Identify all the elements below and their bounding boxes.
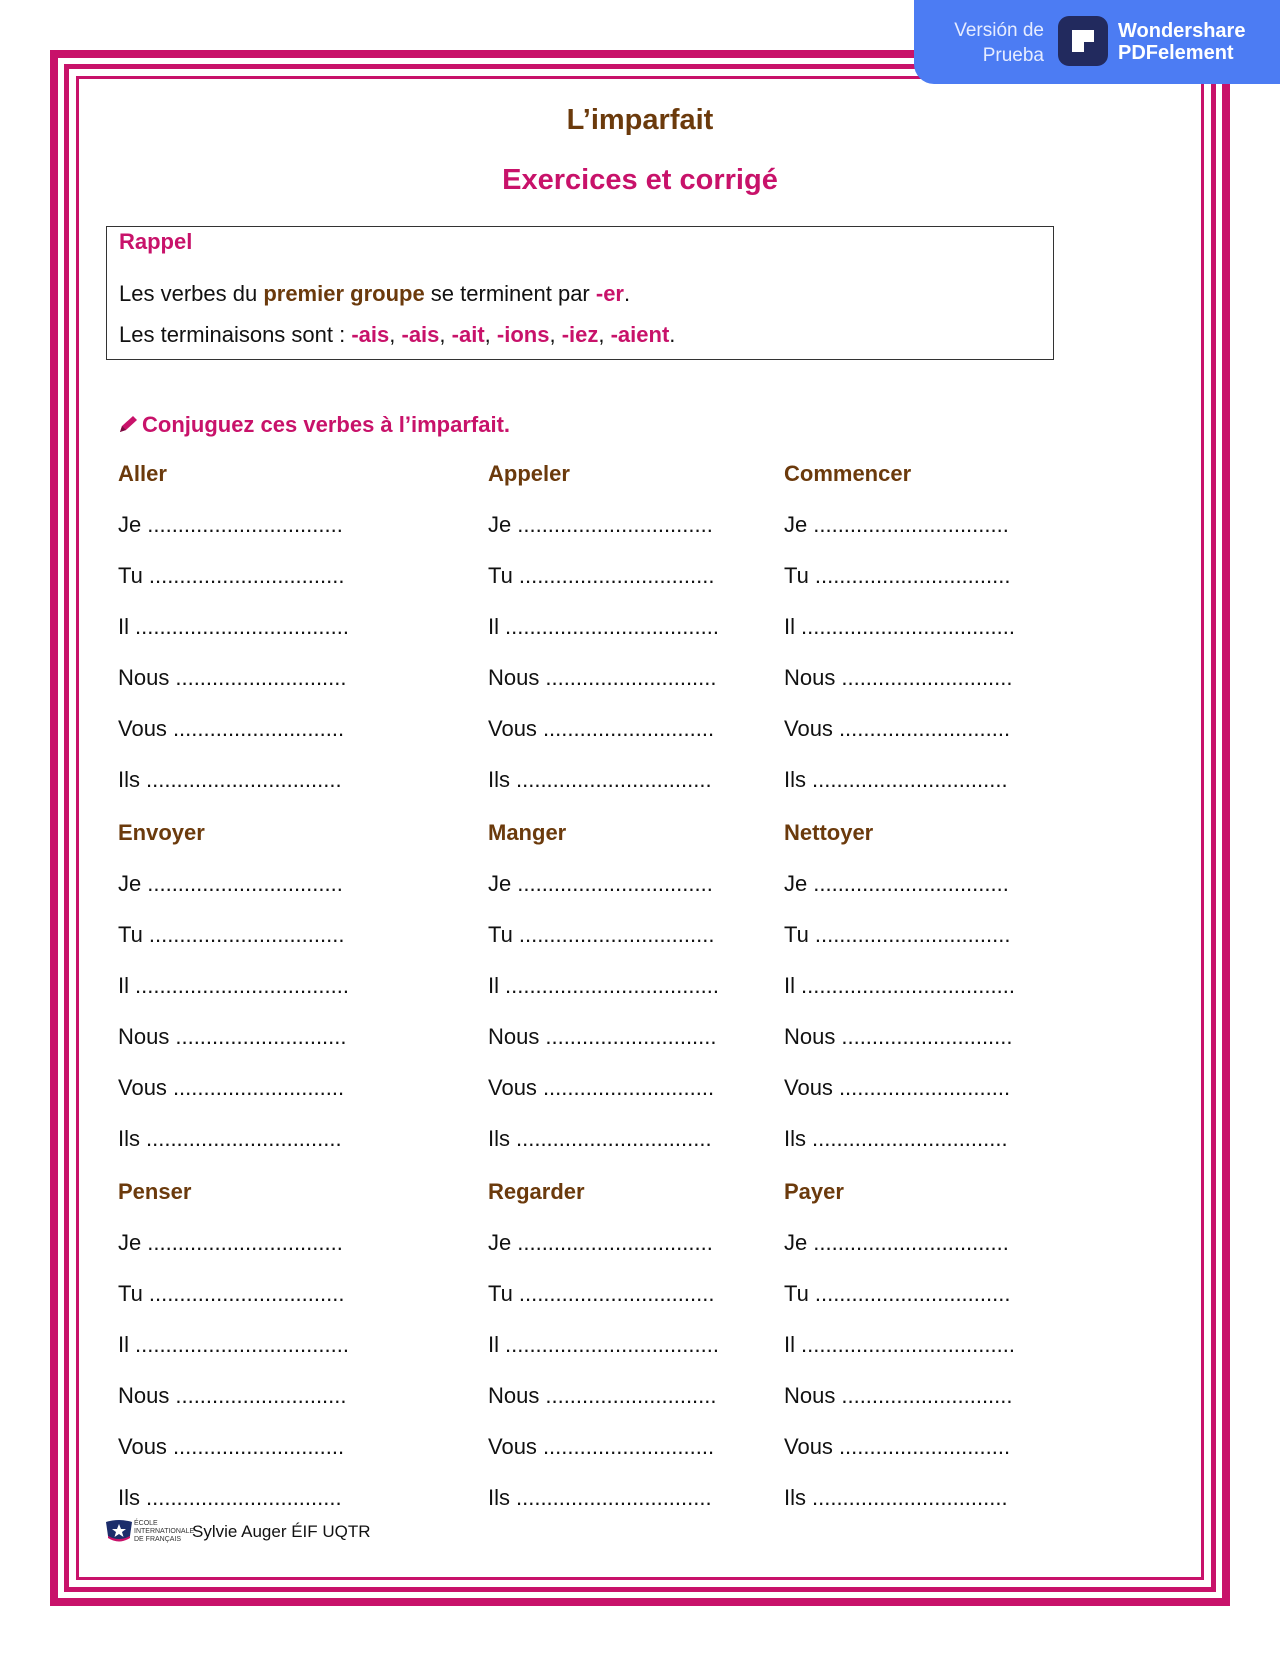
conjugation-line[interactable] <box>784 764 1114 815</box>
answer-blank[interactable]: ............................ <box>172 1434 345 1459</box>
pronoun: Je <box>118 1230 142 1255</box>
pronoun: Tu <box>488 922 513 947</box>
answer-blank[interactable]: ................................... <box>505 973 719 998</box>
conjugation-line[interactable] <box>488 919 818 970</box>
pronoun: Il <box>488 973 499 998</box>
answer-blank[interactable]: ............................ <box>175 1024 347 1049</box>
verb-name: Commencer <box>784 461 912 486</box>
answer-blank[interactable]: ................................ <box>812 1126 1008 1151</box>
answer-blank[interactable]: ................................ <box>518 922 715 947</box>
conjugation-line[interactable] <box>784 509 1114 560</box>
verb-name: Aller <box>118 461 167 486</box>
verb-block <box>488 817 818 1174</box>
pronoun: Tu <box>784 563 809 588</box>
pronoun: Nous <box>118 1024 170 1049</box>
rappel-heading: Rappel <box>119 229 193 254</box>
pronoun: Vous <box>488 1075 537 1100</box>
pronoun: Tu <box>784 1281 809 1306</box>
pronoun: Vous <box>488 1434 537 1459</box>
answer-blank[interactable]: ............................ <box>838 716 1011 741</box>
answer-blank[interactable]: ................................ <box>517 512 713 537</box>
conjugation-line[interactable] <box>784 560 1114 611</box>
pronoun: Je <box>488 512 512 537</box>
conjugation-line[interactable] <box>488 662 818 713</box>
answer-blank[interactable]: ................................ <box>147 1230 343 1255</box>
page-subtitle: Exercices et corrigé <box>502 164 778 196</box>
answer-blank[interactable]: ................................ <box>812 767 1008 792</box>
pronoun: Ils <box>784 1485 806 1510</box>
pronoun: Nous <box>784 1383 836 1408</box>
verb-name: Regarder <box>488 1179 585 1204</box>
pronoun: Tu <box>118 563 143 588</box>
conjugation-line[interactable] <box>118 560 448 611</box>
conjugation-line[interactable] <box>118 1227 448 1278</box>
conjugation-line[interactable] <box>488 1072 818 1123</box>
answer-blank[interactable]: ................................... <box>135 614 349 639</box>
answer-blank[interactable]: ............................ <box>838 1434 1011 1459</box>
conjugation-line[interactable] <box>118 509 448 560</box>
answer-blank[interactable]: ................................ <box>146 767 342 792</box>
answer-blank[interactable]: ................................... <box>801 1332 1015 1357</box>
conjugation-line[interactable] <box>784 1227 1114 1278</box>
answer-blank[interactable]: ................................ <box>518 563 715 588</box>
pronoun: Tu <box>488 1281 513 1306</box>
conjugation-line[interactable] <box>118 1380 448 1431</box>
answer-blank[interactable]: ............................ <box>172 716 345 741</box>
brand-name: Wondershare PDFelement <box>1118 20 1246 64</box>
answer-blank[interactable]: ............................ <box>841 665 1013 690</box>
verb-block <box>118 1176 448 1533</box>
conjugation-line[interactable] <box>784 611 1114 662</box>
answer-blank[interactable]: ................................ <box>147 871 343 896</box>
conjugation-line[interactable] <box>118 1329 448 1380</box>
page-title: L’imparfait <box>566 104 714 136</box>
pronoun: Vous <box>118 716 167 741</box>
pronoun: Nous <box>488 1024 540 1049</box>
verb-block <box>784 458 1114 815</box>
pencil-icon <box>118 414 140 434</box>
rappel-box <box>106 226 1054 360</box>
answer-blank[interactable]: ............................ <box>841 1383 1013 1408</box>
verb-name: Appeler <box>488 461 570 486</box>
answer-blank[interactable]: ................................ <box>518 1281 715 1306</box>
conjugation-line[interactable] <box>784 1329 1114 1380</box>
pronoun: Vous <box>784 1075 833 1100</box>
answer-blank[interactable]: ................................... <box>135 973 349 998</box>
pronoun: Tu <box>118 1281 143 1306</box>
answer-blank[interactable]: ................................ <box>517 871 713 896</box>
pronoun: Nous <box>118 665 170 690</box>
pronoun: Je <box>118 512 142 537</box>
conjugation-line[interactable] <box>784 1482 1114 1533</box>
conjugation-line[interactable] <box>784 1021 1114 1072</box>
answer-blank[interactable]: ............................ <box>841 1024 1013 1049</box>
pronoun: Tu <box>488 563 513 588</box>
rappel-line-1: Les verbes du premier groupe se terminent par -er. <box>119 281 631 306</box>
pronoun: Vous <box>784 716 833 741</box>
conjugation-line[interactable] <box>784 868 1114 919</box>
pronoun: Je <box>488 1230 512 1255</box>
conjugation-line[interactable] <box>488 1380 818 1431</box>
pronoun: Il <box>118 973 129 998</box>
conjugation-line[interactable] <box>488 868 818 919</box>
conjugation-line[interactable] <box>784 1072 1114 1123</box>
exercise-instruction: Conjuguez ces verbes à l’imparfait. <box>118 412 510 438</box>
answer-blank[interactable]: ................................ <box>148 922 345 947</box>
answer-blank[interactable]: ................................ <box>516 767 712 792</box>
conjugation-line[interactable] <box>118 764 448 815</box>
trial-badge[interactable] <box>914 0 1280 84</box>
pronoun: Vous <box>118 1434 167 1459</box>
pronoun: Il <box>784 614 795 639</box>
verb-block <box>118 817 448 1174</box>
conjugation-line[interactable] <box>488 1123 818 1174</box>
answer-blank[interactable]: ................................ <box>148 563 345 588</box>
answer-blank[interactable]: ............................ <box>542 716 715 741</box>
conjugation-line[interactable] <box>118 1021 448 1072</box>
pronoun: Vous <box>488 716 537 741</box>
pronoun: Vous <box>784 1434 833 1459</box>
conjugation-line[interactable] <box>118 713 448 764</box>
answer-blank[interactable]: ............................ <box>175 1383 347 1408</box>
pronoun: Tu <box>784 922 809 947</box>
conjugation-line[interactable] <box>488 509 818 560</box>
pronoun: Ils <box>118 1126 140 1151</box>
conjugation-line[interactable] <box>488 713 818 764</box>
pronoun: Nous <box>488 665 540 690</box>
conjugation-line[interactable] <box>784 662 1114 713</box>
conjugation-line[interactable] <box>488 611 818 662</box>
pronoun: Je <box>784 1230 808 1255</box>
conjugation-line[interactable] <box>488 764 818 815</box>
pronoun: Il <box>784 973 795 998</box>
conjugation-line[interactable] <box>488 1431 818 1482</box>
conjugation-line[interactable] <box>784 919 1114 970</box>
verb-block <box>784 817 1114 1174</box>
conjugation-line[interactable] <box>118 1072 448 1123</box>
conjugation-line[interactable] <box>118 1123 448 1174</box>
conjugation-line[interactable] <box>118 868 448 919</box>
answer-blank[interactable]: ................................ <box>146 1126 342 1151</box>
answer-blank[interactable]: ................................ <box>148 1281 345 1306</box>
answer-blank[interactable]: ................................... <box>801 973 1015 998</box>
pronoun: Ils <box>784 1126 806 1151</box>
pronoun: Ils <box>784 767 806 792</box>
conjugation-line[interactable] <box>784 1431 1114 1482</box>
school-name: ÉCOLE INTERNATIONALE DE FRANÇAIS <box>134 1520 195 1543</box>
pdfelement-logo-icon <box>1058 16 1108 66</box>
pronoun: Ils <box>118 1485 140 1510</box>
answer-blank[interactable]: ................................ <box>516 1485 712 1510</box>
verb-name: Nettoyer <box>784 820 874 845</box>
pronoun: Il <box>118 1332 129 1357</box>
conjugation-line[interactable] <box>118 662 448 713</box>
answer-blank[interactable]: ................................ <box>814 1281 1011 1306</box>
conjugation-line[interactable] <box>118 1431 448 1482</box>
conjugation-line[interactable] <box>118 919 448 970</box>
conjugation-line[interactable] <box>488 1227 818 1278</box>
answer-blank[interactable]: ................................ <box>814 922 1011 947</box>
answer-blank[interactable]: ................................... <box>505 1332 719 1357</box>
verb-name: Manger <box>488 820 567 845</box>
answer-blank[interactable]: ............................ <box>175 665 347 690</box>
conjugation-line[interactable] <box>488 1278 818 1329</box>
rappel-line-2: Les terminaisons sont : -ais, -ais, -ait, -ions, -iez, -aient. <box>119 322 676 347</box>
verb-block <box>488 1176 818 1533</box>
verb-name: Penser <box>118 1179 192 1204</box>
pronoun: Tu <box>118 922 143 947</box>
conjugation-line[interactable] <box>488 1021 818 1072</box>
conjugation-line[interactable] <box>784 713 1114 764</box>
trial-label: Versión de Prueba <box>954 20 1044 66</box>
conjugation-line[interactable] <box>488 970 818 1021</box>
answer-blank[interactable]: ................................ <box>813 871 1009 896</box>
conjugation-line[interactable] <box>784 1123 1114 1174</box>
pronoun: Nous <box>488 1383 540 1408</box>
answer-blank[interactable]: ................................ <box>814 563 1011 588</box>
verb-block <box>118 458 448 815</box>
pronoun: Ils <box>118 767 140 792</box>
answer-blank[interactable]: ................................ <box>813 1230 1009 1255</box>
verb-block <box>784 1176 1114 1533</box>
answer-blank[interactable]: ............................ <box>545 1024 717 1049</box>
conjugation-line[interactable] <box>488 560 818 611</box>
pronoun: Ils <box>488 767 510 792</box>
pronoun: Nous <box>784 665 836 690</box>
verb-name: Payer <box>784 1179 844 1204</box>
conjugation-line[interactable] <box>488 1482 818 1533</box>
school-logo-icon <box>104 1518 134 1544</box>
answer-blank[interactable]: ................................ <box>813 512 1009 537</box>
answer-blank[interactable]: ................................ <box>517 1230 713 1255</box>
answer-blank[interactable]: ............................ <box>542 1434 715 1459</box>
answer-blank[interactable]: ............................ <box>172 1075 345 1100</box>
footer-author: Sylvie Auger ÉIF UQTR <box>192 1522 371 1541</box>
pronoun: Nous <box>118 1383 170 1408</box>
conjugation-line[interactable] <box>784 1278 1114 1329</box>
conjugation-line[interactable] <box>118 1278 448 1329</box>
pronoun: Ils <box>488 1485 510 1510</box>
answer-blank[interactable]: ............................ <box>545 1383 717 1408</box>
conjugation-line[interactable] <box>784 970 1114 1021</box>
answer-blank[interactable]: ................................ <box>147 512 343 537</box>
pronoun: Je <box>118 871 142 896</box>
verb-name: Envoyer <box>118 820 205 845</box>
conjugation-line[interactable] <box>118 611 448 662</box>
answer-blank[interactable]: ................................... <box>801 614 1015 639</box>
answer-blank[interactable]: ................................... <box>505 614 719 639</box>
conjugation-line[interactable] <box>488 1329 818 1380</box>
answer-blank[interactable]: ............................ <box>542 1075 715 1100</box>
pronoun: Il <box>488 1332 499 1357</box>
pronoun: Vous <box>118 1075 167 1100</box>
conjugation-line[interactable] <box>784 1380 1114 1431</box>
pronoun: Ils <box>488 1126 510 1151</box>
answer-blank[interactable]: ................................ <box>812 1485 1008 1510</box>
pronoun: Je <box>488 871 512 896</box>
pronoun: Nous <box>784 1024 836 1049</box>
answer-blank[interactable]: ................................ <box>516 1126 712 1151</box>
answer-blank[interactable]: ............................ <box>545 665 717 690</box>
answer-blank[interactable]: ............................ <box>838 1075 1011 1100</box>
pronoun: Je <box>784 871 808 896</box>
pronoun: Il <box>784 1332 795 1357</box>
conjugation-line[interactable] <box>118 970 448 1021</box>
pronoun: Il <box>118 614 129 639</box>
verb-block <box>488 458 818 815</box>
pronoun: Il <box>488 614 499 639</box>
answer-blank[interactable]: ................................ <box>146 1485 342 1510</box>
answer-blank[interactable]: ................................... <box>135 1332 349 1357</box>
pronoun: Je <box>784 512 808 537</box>
